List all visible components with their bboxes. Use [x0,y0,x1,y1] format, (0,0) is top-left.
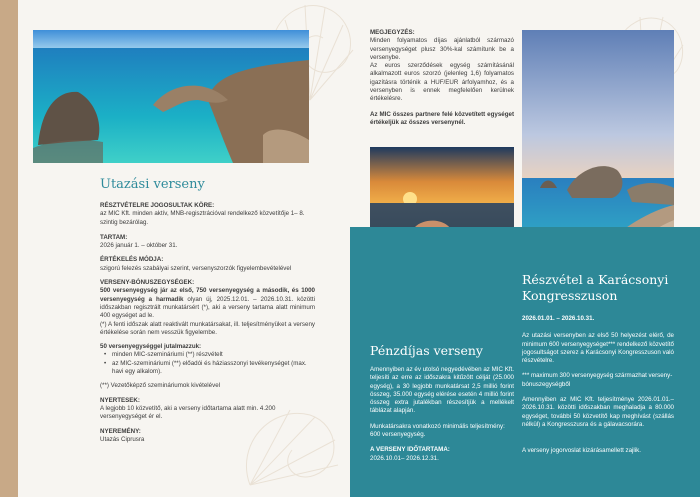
reward-note: (**) Vezetőképző szemináriumok kivételével [100,382,221,390]
congress-text-1: Az utazási versenyben az első 50 helyezést elérő, de minimum 600 versenyegységet*** rendelkező közvetítő jogosultságot szerez a Karácsonyi Kongresszuson való részvételre. [522,332,674,365]
list-item: • az MIC-szemináriumi (**) előadói és háziasszonyi tevékenységet (max. havi egy alkalom). [100,360,315,377]
bonus-paragraph [100,287,315,320]
reward-list [100,351,315,376]
cash-period-text: 2026.10.01– 2026.12.31. [370,454,439,462]
winners-text: A legjobb 10 közvetítő, aki a verseny időtartama alatt min. 4.200 versenyegységet ér el. [100,404,276,421]
eligible-text: az MIC Kft. minden aktív, MNB-regisztrációval rendelkező közvetítője 1– 8. szintig bezárólag. [100,210,305,226]
winners-heading: NYERTESEK: [100,396,140,404]
congress-text [522,315,674,456]
travel-contest-title: Utazási verseny [100,177,205,192]
evaluation-heading: ÉRTÉKELÉS MÓDJA: [100,256,164,264]
note-bold: Az MIC összes partnere felé közvetített egységet értékeljük az összes versenynél. [370,110,514,126]
period-text: 2026 január 1. – október 31. [100,242,178,250]
cash-contest-text [370,366,514,463]
bonus-note: (*) A fenti időszak alatt reaktivált munkatársakat, ill. teljesítményüket a verseny értékelése során nem vesszük figyelembe. [100,320,315,336]
reward-heading: 50 versenyegységgel jutalmazzuk: [100,343,202,351]
bonus-bold: 500 versenyegység jár az első, 750 versenyegység a második, és 1000 versenyegység a harmadik [100,287,315,303]
cash-text-1: Amennyiben az év utolsó negyedévében az MIC Kft. teljesíti az erre az időszakra kitűzött célját (25.000 egység), a 30 legjobb munkatársat 2,5 millió forint összeg, 35.000 egység elérése esetén 4 millió forint összeg extra jutalékban részesítjük a mellékelt táblázat alapján. [370,366,514,415]
evaluation-text: szigorú felezés szabályai szerint, versenyszorzók figyelembevételével [100,264,292,272]
period-heading: TARTAM: [100,233,128,241]
note-text-2: Az euros szerződések egység számításánál alkalmazott euros szorzó (jelenleg 1,6) folyamatos igazításra történik a HUF/EUR árfolyamhoz, és a versenyben is ennek megfelelően kerülnek értékelésre. [370,62,514,103]
cash-contest-title: Pénzdíjas verseny [370,343,483,358]
prize-heading: NYEREMÉNY: [100,427,141,435]
note-heading: MEGJEGYZÉS: [370,29,415,36]
bonus-text: olyan új, 2025.12.01. – 2026.10.31. közötti időszakban regisztrált munkatársért (*), aki a verseny tartama alatt minimum 400 egységet ad le. [100,295,315,320]
congress-text-4: A verseny jogorvoslat kizárásamellett zajlik. [522,447,641,455]
cash-text-2: Munkatársakra vonatkozó minimális teljesítmény: 600 versenyegység. [370,422,505,439]
decorative-side-strip [0,0,18,497]
note-block [370,29,514,127]
prize-text: Utazás Ciprusra [100,435,145,443]
note-text-1: Minden folyamatos díjas ajánlatból származó versenyegységet plusz 30%-kal számítunk be a versenybe. [370,37,514,61]
list-item: • minden MIC-szemináriumi (**) részvételt [100,351,315,359]
bonus-heading: VERSENY-BÓNUSZEGYSÉGEK: [100,279,195,287]
eligible-heading: RÉSZTVÉTELRE JOGOSULTAK KÖRE: [100,202,215,209]
congress-text-3: Amennyiben az MIC Kft. teljesítménye 2026.01.01.– 2026.10.31. közötti időszakban meghaladja a 80.000 egységet, további 50 közvetítő kap meghívást (szállás nélkül) a Kongresszusra és a gálavacsorára. [522,396,674,428]
congress-title: Részvétel a Karácsonyi Kongresszuson [522,272,669,303]
cash-period-heading: A VERSENY IDŐTARTAMA: [370,446,450,454]
congress-text-2: *** maximum 300 versenyegység származhat verseny-bónuszegységből [522,372,673,388]
congress-period: 2026.01.01. – 2026.10.31. [522,315,595,322]
left-text-column [100,202,315,444]
cyprus-coast-arch-photo [33,30,309,163]
